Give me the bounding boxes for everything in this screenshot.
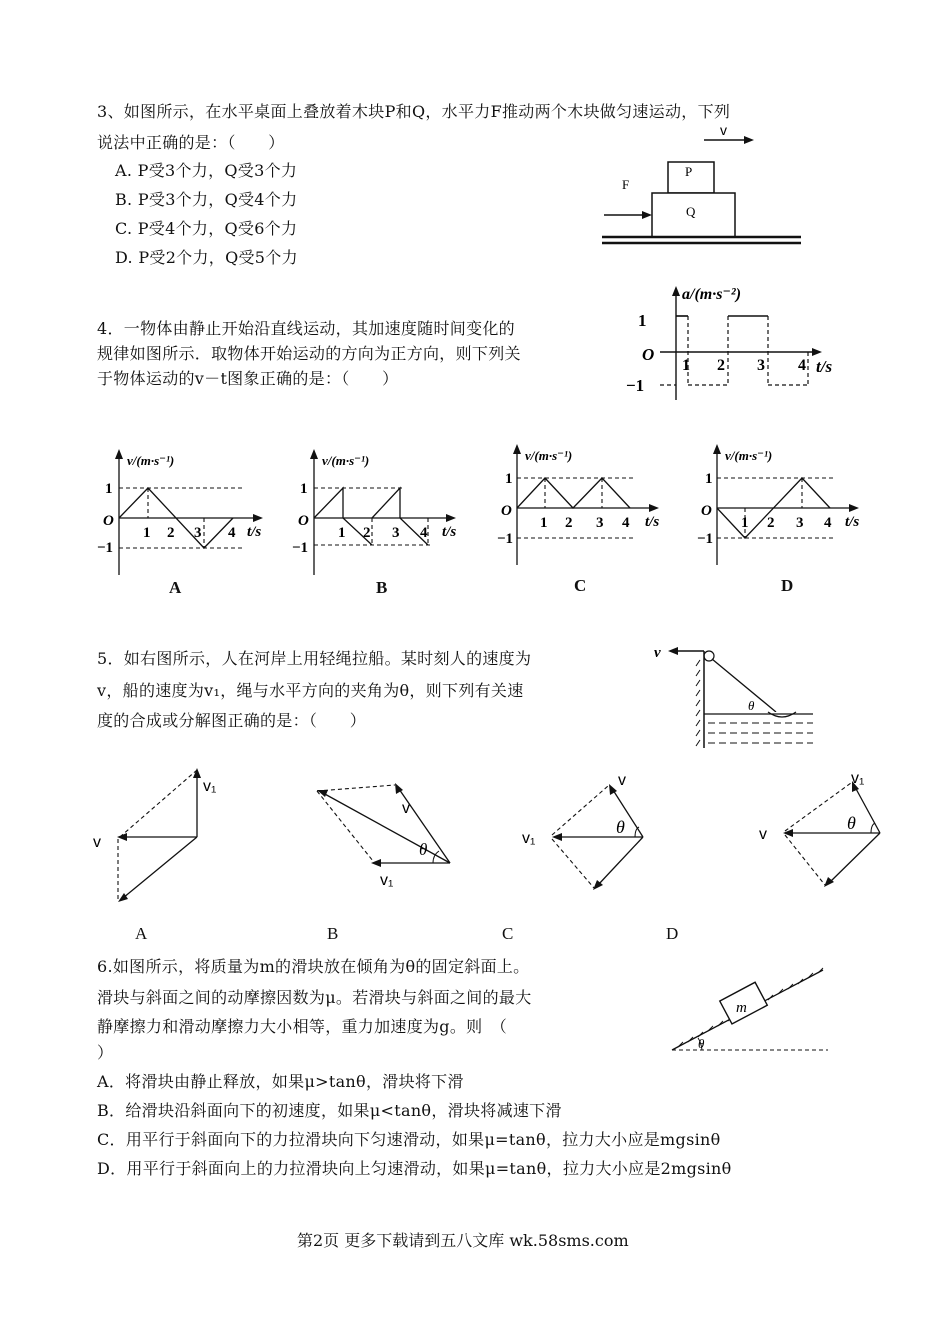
q4-a-ytick-1: 1 <box>105 481 113 497</box>
q5-a-v-label: v <box>93 834 101 851</box>
q4-b-xtick-4: 4 <box>420 525 428 541</box>
q5-choice-d: D <box>666 924 679 943</box>
q4-d-xtick-1: 1 <box>741 515 749 531</box>
q3-force-label: F <box>622 177 630 192</box>
q5-c-v1-label: v₁ <box>522 830 536 847</box>
q4-d-ytick-neg1: −1 <box>697 531 714 547</box>
q4-a-ytick-neg1: −1 <box>97 540 114 556</box>
q4-b-xtick-1: 1 <box>338 525 346 541</box>
q4-a-xtick-1: 1 <box>143 525 151 541</box>
q4-a-xlabel: t/s <box>247 524 262 540</box>
q4-b-ytick-neg1: −1 <box>292 540 309 556</box>
q6-mass-label: m <box>736 1000 747 1016</box>
q4-c-xtick-2: 2 <box>565 515 573 531</box>
q4-stem-line3: 于物体运动的v－t图象正确的是：（ ） <box>97 369 399 388</box>
q6-option-a: A．将滑块由静止释放，如果μ>tanθ，滑块将下滑 <box>97 1072 464 1091</box>
q5-c-v-label: v <box>618 772 626 789</box>
q4-c-xlabel: t/s <box>645 514 660 530</box>
q5-choice-c: C <box>502 924 514 943</box>
q4-d-ylabel: v/(m·s⁻¹) <box>725 448 773 463</box>
q4-a-origin: O <box>103 513 114 529</box>
q4-at-xtick-1: 1 <box>682 357 690 374</box>
q5-b-v-label: v <box>402 800 410 817</box>
q4-b-origin: O <box>298 513 309 529</box>
q6-option-c: C．用平行于斜面向下的力拉滑块向下匀速滑动，如果μ=tanθ，拉力大小应是mgsinθ <box>97 1130 721 1149</box>
q4-c-origin: O <box>501 503 512 519</box>
q4-d-xtick-4: 4 <box>824 515 832 531</box>
q4-c-xtick-3: 3 <box>596 515 604 531</box>
q4-at-xlabel: t/s <box>816 357 833 376</box>
q3-stem-line2: 说法中正确的是：（ ） <box>97 133 285 152</box>
q4-vt-graph-b <box>292 445 467 580</box>
q5-d-v-label: v <box>759 826 767 843</box>
q4-vt-graph-d <box>695 440 870 570</box>
q3-stem-line1: 3、如图所示，在水平桌面上叠放着木块P和Q，水平力F推动两个木块做匀速运动，下列 <box>97 102 731 121</box>
q4-c-ytick-neg1: −1 <box>497 531 514 547</box>
q4-d-xtick-3: 3 <box>796 515 804 531</box>
q5-b-theta-label: θ <box>419 840 428 859</box>
q5-diagram-c <box>518 765 678 900</box>
q3-option-a: A. P受3个力，Q受3个力 <box>115 161 298 180</box>
q5-diagram-b <box>305 765 465 895</box>
q4-at-xtick-2: 2 <box>717 357 725 374</box>
q4-a-ylabel: v/(m·s⁻¹) <box>127 453 175 468</box>
q5-c-theta-label: θ <box>616 817 625 837</box>
q4-b-xtick-3: 3 <box>392 525 400 541</box>
q4-c-xtick-1: 1 <box>540 515 548 531</box>
q4-b-xlabel: t/s <box>442 524 457 540</box>
q5-stem-line2: v，船的速度为v₁，绳与水平方向的夹角为θ，则下列有关速 <box>97 681 524 700</box>
q4-at-xtick-3: 3 <box>757 357 765 374</box>
q4-stem-line1: 4．一物体由静止开始沿直线运动，其加速度随时间变化的 <box>97 319 515 338</box>
q5-d-theta-label: θ <box>847 813 856 833</box>
q4-d-xlabel: t/s <box>845 514 860 530</box>
q4-at-origin: O <box>642 345 655 364</box>
q3-velocity-label: v <box>720 125 727 138</box>
q3-option-c: C. P受4个力，Q受6个力 <box>115 219 298 238</box>
q5-fig-v-label: v <box>654 645 661 661</box>
q4-d-xtick-2: 2 <box>767 515 775 531</box>
q4-vt-graph-c <box>495 440 670 570</box>
q4-a-xtick-2: 2 <box>167 525 175 541</box>
q4-d-ytick-1: 1 <box>705 471 713 487</box>
q5-stem-line1: 5．如右图所示，人在河岸上用轻绳拉船。某时刻人的速度为 <box>97 649 532 668</box>
q5-diagram-d <box>755 765 905 900</box>
q6-theta-label: θ <box>698 1036 705 1051</box>
q3-block-p-label: P <box>685 164 693 179</box>
q6-incline-figure <box>668 960 833 1060</box>
q4-choice-d: D <box>781 576 794 595</box>
q4-acceleration-graph <box>620 280 850 408</box>
q4-at-xtick-4: 4 <box>798 357 806 374</box>
q3-block-q-label: Q <box>686 204 696 219</box>
q4-c-ytick-1: 1 <box>505 471 513 487</box>
q5-b-v1-label: v₁ <box>380 872 394 889</box>
q4-b-ylabel: v/(m·s⁻¹) <box>322 453 370 468</box>
q6-stem-line1: 6.如图所示，将质量为m的滑块放在倾角为θ的固定斜面上。 <box>97 957 530 976</box>
q4-choice-b: B <box>376 578 388 597</box>
q3-block-figure <box>596 125 808 250</box>
q4-b-xtick-2: 2 <box>363 525 371 541</box>
q4-at-ylabel: a/(m·s⁻²) <box>682 286 742 303</box>
q4-choice-a: A <box>169 578 182 597</box>
q4-stem-line2: 规律如图所示．取物体开始运动的方向为正方向，则下列关 <box>97 344 521 363</box>
q4-a-xtick-4: 4 <box>228 525 236 541</box>
page-footer: 第2页 更多下载请到五八文库 wk.58sms.com <box>297 1231 629 1250</box>
q4-d-origin: O <box>701 503 712 519</box>
q5-choice-b: B <box>327 924 339 943</box>
q5-a-v1-label: v₁ <box>203 778 217 795</box>
q6-stem-line3: 静摩擦力和滑动摩擦力大小相等，重力加速度为g。则 （ <box>97 1017 508 1036</box>
q4-choice-c: C <box>574 576 587 595</box>
q5-stem-line3: 度的合成或分解图正确的是：（ ） <box>97 711 367 730</box>
q3-option-d: D. P受2个力，Q受5个力 <box>115 248 298 267</box>
q3-option-b: B. P受3个力，Q受4个力 <box>115 190 298 209</box>
q4-c-xtick-4: 4 <box>622 515 630 531</box>
q6-stem-line4: ） <box>97 1043 114 1062</box>
q4-a-xtick-3: 3 <box>194 525 202 541</box>
q4-c-ylabel: v/(m·s⁻¹) <box>525 448 573 463</box>
q4-at-ytick-1: 1 <box>638 311 647 330</box>
q6-stem-line2: 滑块与斜面之间的动摩擦因数为μ。若滑块与斜面之间的最大 <box>97 988 532 1007</box>
q6-option-d: D．用平行于斜面向上的力拉滑块向上匀速滑动，如果μ=tanθ，拉力大小应是2mgsinθ <box>97 1159 732 1178</box>
q5-diagram-a <box>85 762 245 912</box>
q5-choice-a: A <box>135 924 148 943</box>
q6-option-b: B．给滑块沿斜面向下的初速度，如果μ<tanθ，滑块将减速下滑 <box>97 1101 562 1120</box>
q5-boat-figure <box>648 640 818 755</box>
q5-fig-theta-label: θ <box>748 698 755 713</box>
q4-b-ytick-1: 1 <box>300 481 308 497</box>
q4-vt-graph-a <box>97 445 272 580</box>
q5-d-v1-label: v₁ <box>851 770 865 787</box>
q4-at-ytick-neg1: −1 <box>626 376 645 395</box>
